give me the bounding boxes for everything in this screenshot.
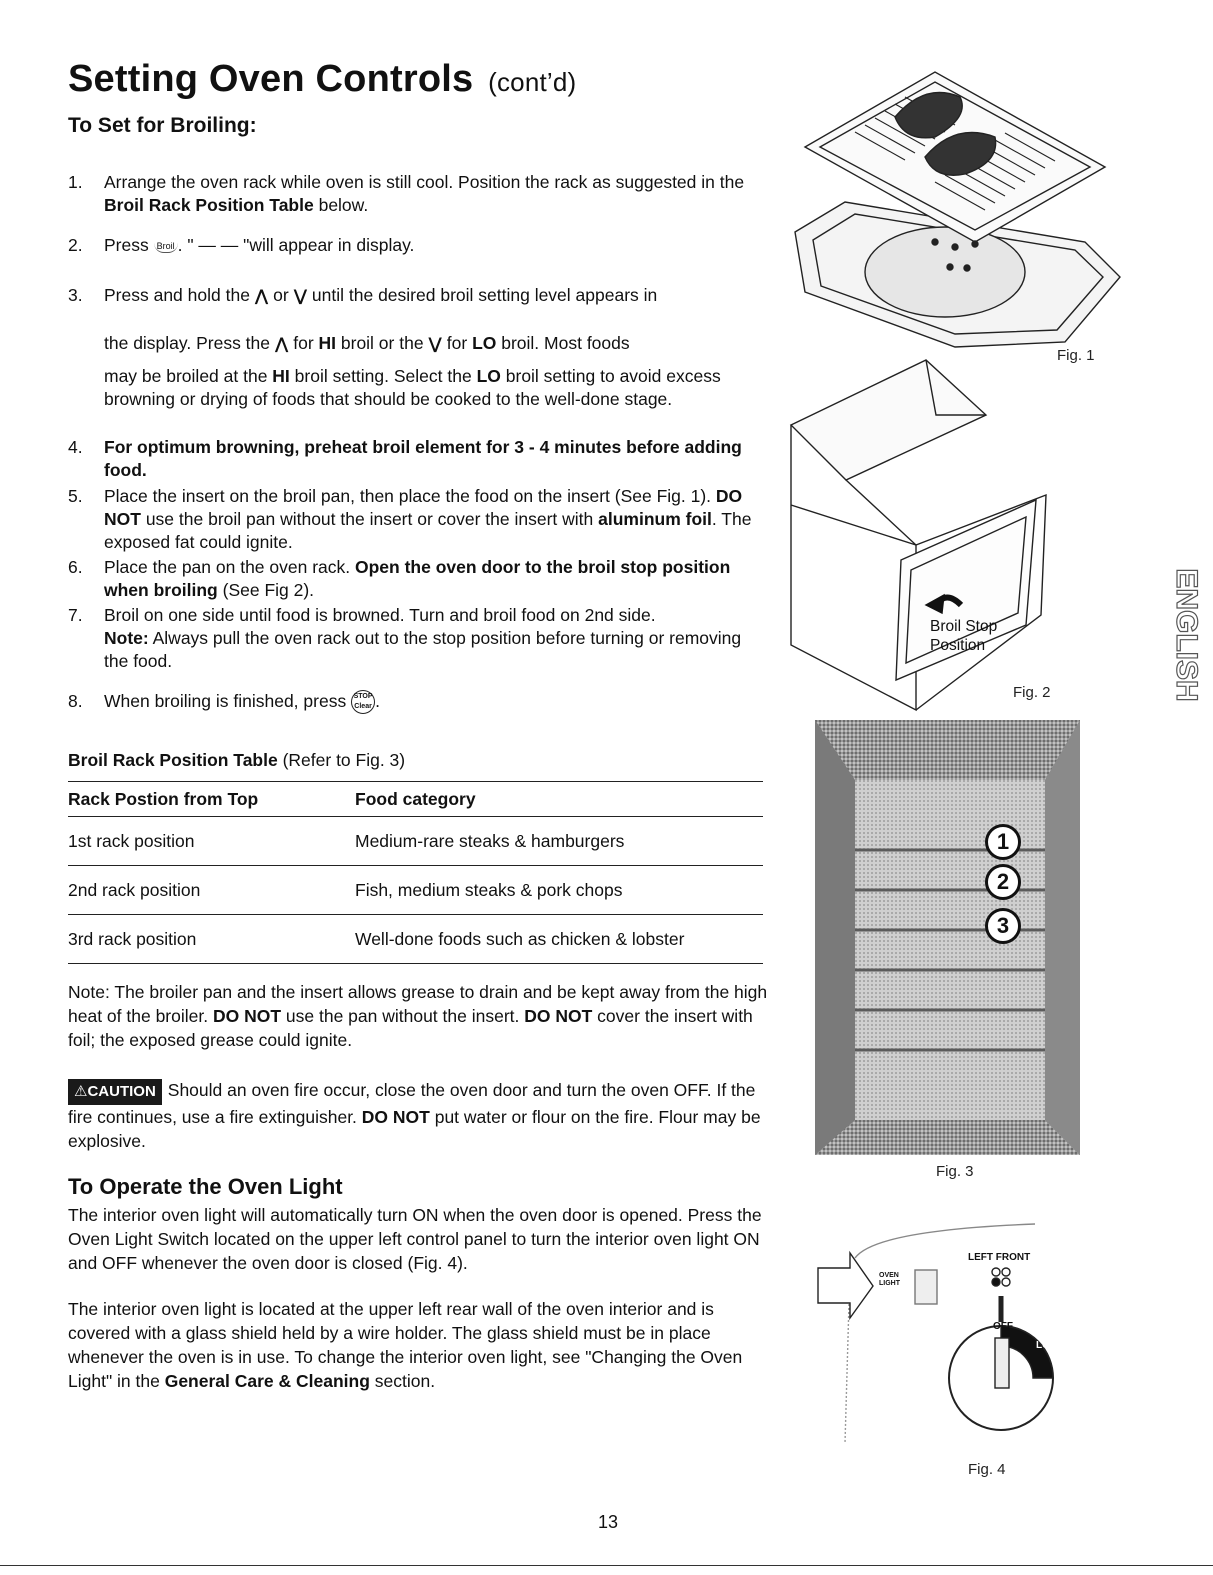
table-header-row: [68, 782, 763, 817]
section-title-oven-light: To Operate the Oven Light: [68, 1174, 343, 1199]
english-side-tab: [1157, 560, 1203, 710]
up-arrow-icon: ⋀: [254, 288, 269, 305]
step-2: 2. Press Broil . " — — "will appear in display.: [68, 235, 415, 255]
warning-triangle-icon: ⚠: [74, 1083, 88, 1100]
oven-light-paragraph-2: The interior oven light is located at the upper left rear wall of the oven interior and is covered with a glass shield held by a wire holder. The glass shield must be in place whenever the oven is in use. To change the interior oven light, see "Changing the Oven Light" in the General Care & Cleaning section.: [68, 1299, 743, 1391]
table-row: [68, 817, 763, 866]
fig4-lo-label: LO: [1036, 1340, 1050, 1351]
step-8: 8. When broiling is finished, press STOP Clear .: [68, 690, 768, 714]
fig1-broil-pan-illustration: [785, 62, 1125, 362]
step-7: 7. Broil on one side until food is browned. Turn and broil food on 2nd side. Note: Always pull the oven rack out to the stop position before turning or removing the food.: [68, 605, 742, 671]
broil-key-icon: Broil: [154, 240, 178, 253]
table-row: [68, 915, 763, 964]
column-header: Rack Postion from Top: [68, 782, 355, 817]
fig2-caption: Fig. 2: [1013, 684, 1051, 701]
step-number: 1.: [68, 172, 83, 192]
down-arrow-icon: ⋁: [428, 336, 442, 353]
page-number: 13: [598, 1512, 619, 1532]
fig4-oven-light-label: OVEN LIGHT: [879, 1272, 900, 1287]
down-arrow-icon: ⋁: [293, 288, 308, 305]
svg-text:ENGLISH: ENGLISH: [1170, 568, 1203, 702]
table-cell: 2nd rack position: [68, 866, 355, 915]
table-cell: Medium-rare steaks & hamburgers: [355, 817, 763, 866]
rack-position-marker-1: 1: [985, 824, 1021, 860]
section-subtitle-broiling: To Set for Broiling:: [68, 114, 257, 137]
grease-note: Note: The broiler pan and the insert allows grease to drain and be kept away from the high heat of the broiler. DO NOT use the pan without the insert. DO NOT cover the insert with foil; the exposed grease could ignite.: [68, 982, 768, 1050]
page-title: Setting Oven Controls (cont’d): [68, 58, 577, 100]
table-title: Broil Rack Position Table (Refer to Fig. 3): [68, 750, 406, 770]
rack-position-marker-2: 2: [985, 864, 1021, 900]
table-cell: 1st rack position: [68, 817, 355, 866]
step-3-continued: the display. Press the ⋀ for HI broil or the ⋁ for LO broil. Most foods: [68, 332, 768, 356]
caution-paragraph: ⚠CAUTION Should an oven fire occur, close the oven door and turn the oven OFF. If the fire continues, use a fire extinguisher. DO NOT put water or flour on the fire. Flour may be explosive.: [68, 1080, 761, 1151]
stop-clear-key-icon: STOP Clear: [351, 690, 375, 714]
step-3-detail: may be broiled at the HI broil setting. Select the LO broil setting to avoid excess browning or drying of foods that should be cooked to the well-done stage.: [104, 366, 721, 409]
up-arrow-icon: ⋀: [274, 336, 289, 353]
column-header: Food category: [355, 782, 763, 817]
step-1: 1. Arrange the oven rack while oven is still cool. Position the rack as suggested in the Broil Rack Position Table below.: [68, 172, 745, 215]
fig3-caption: Fig. 3: [936, 1163, 974, 1180]
fig4-left-front-label: LEFT FRONT: [968, 1252, 1031, 1263]
table-cell: 3rd rack position: [68, 915, 355, 964]
table-cell: Fish, medium steaks & pork chops: [355, 866, 763, 915]
fig4-caption: Fig. 4: [968, 1461, 1006, 1478]
step-4: 4. For optimum browning, preheat broil element for 3 - 4 minutes before adding food.: [68, 437, 742, 480]
oven-light-paragraph-1: The interior oven light will automatically turn ON when the oven door is opened. Press the Oven Light Switch located on the upper left control panel to turn the interior oven light ON and OFF whenever the oven door is closed (Fig. 4).: [68, 1205, 762, 1273]
table-row: [68, 866, 763, 915]
title-suffix: (cont’d): [488, 67, 577, 97]
broil-rack-table: [68, 781, 763, 964]
fig1-caption: Fig. 1: [1057, 347, 1095, 364]
bottom-rule: [0, 1565, 1213, 1566]
fig4-off-label: OFF: [993, 1321, 1013, 1332]
rack-position-marker-3: 3: [985, 908, 1021, 944]
step-5: 5. Place the insert on the broil pan, then place the food on the insert (See Fig. 1). DO NOT use the broil pan without the insert or cover the insert with aluminum foil. The exposed fat could ignite.: [68, 486, 752, 552]
fig2-range-illustration: [786, 355, 1056, 715]
step-6: 6. Place the pan on the oven rack. Open the oven door to the broil stop position when broiling (See Fig 2).: [68, 557, 731, 600]
fig2-broil-stop-label: Broil Stop Position: [930, 618, 998, 654]
fig3-oven-interior-photo: [815, 720, 1080, 1155]
caution-badge: ⚠CAUTION: [68, 1079, 162, 1105]
table-cell: Well-done foods such as chicken & lobster: [355, 915, 763, 964]
step-3: 3. Press and hold the ⋀ or ⋁ until the desired broil setting level appears in: [68, 284, 768, 308]
